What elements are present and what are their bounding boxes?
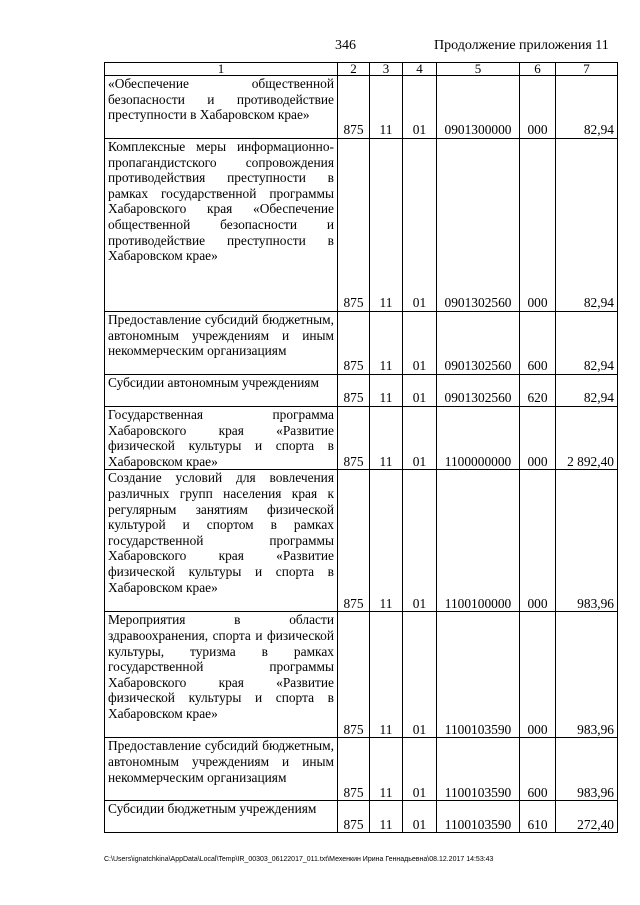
table-row xyxy=(105,312,618,375)
column-header: 2 xyxy=(338,63,370,76)
table-row xyxy=(105,612,618,738)
target-article-cell: 1100100000 xyxy=(437,470,520,612)
amount-cell: 2 892,40 xyxy=(556,407,618,470)
section-code-cell: 11 xyxy=(370,801,403,833)
expense-type-cell: 000 xyxy=(520,76,556,139)
amount-cell: 82,94 xyxy=(556,139,618,312)
column-header: 7 xyxy=(556,63,618,76)
table-row xyxy=(105,375,618,407)
target-article-cell: 1100000000 xyxy=(437,407,520,470)
section-code-cell: 11 xyxy=(370,139,403,312)
subsection-code-cell: 01 xyxy=(403,312,437,375)
target-article-cell: 0901302560 xyxy=(437,139,520,312)
ministry-code-cell: 875 xyxy=(338,738,370,801)
subsection-code-cell: 01 xyxy=(403,612,437,738)
section-code-cell: 11 xyxy=(370,470,403,612)
amount-cell: 82,94 xyxy=(556,375,618,407)
table-row xyxy=(105,139,618,312)
expense-type-cell: 610 xyxy=(520,801,556,833)
subsection-code-cell: 01 xyxy=(403,407,437,470)
amount-cell: 272,40 xyxy=(556,801,618,833)
section-code-cell: 11 xyxy=(370,375,403,407)
ministry-code-cell: 875 xyxy=(338,375,370,407)
subsection-code-cell: 01 xyxy=(403,738,437,801)
target-article-cell: 0901302560 xyxy=(437,375,520,407)
target-article-cell: 0901302560 xyxy=(437,312,520,375)
subsection-code-cell: 01 xyxy=(403,76,437,139)
ministry-code-cell: 875 xyxy=(338,470,370,612)
ministry-code-cell: 875 xyxy=(338,139,370,312)
table-row xyxy=(105,801,618,833)
row-name-cell: Предоставление субсидий бюджетным, автономным учреждениям и иным некоммерческим организациям xyxy=(105,738,338,801)
row-name-cell: Субсидии бюджетным учреждениям xyxy=(105,801,338,833)
subsection-code-cell: 01 xyxy=(403,375,437,407)
expense-type-cell: 000 xyxy=(520,139,556,312)
row-name-cell: Государственная программа Хабаровского края «Развитие физической культуры и спорта в Хабаровском крае» xyxy=(105,407,338,470)
column-header: 1 xyxy=(105,63,338,76)
section-code-cell: 11 xyxy=(370,76,403,139)
amount-cell: 983,96 xyxy=(556,738,618,801)
row-name-cell: Комплексные меры информационно-пропагандистского сопровождения противодействия преступности в рамках государственной программы Хабаровского края «Обеспечение общественной безопасности и противодействие преступности в Хабаровском крае» xyxy=(105,139,338,312)
table-row xyxy=(105,470,618,612)
amount-cell: 82,94 xyxy=(556,76,618,139)
expense-type-cell: 000 xyxy=(520,470,556,612)
expense-type-cell: 000 xyxy=(520,407,556,470)
section-code-cell: 11 xyxy=(370,407,403,470)
file-path-footer: C:\Users\ignatchkina\AppData\Local\Temp\IR_00303_06122017_011.txt\Мехенкин Ирина Геннадьевна\08.12.2017 14:53:43 xyxy=(104,856,494,863)
expense-type-cell: 620 xyxy=(520,375,556,407)
row-name-cell: Мероприятия в области здравоохранения, спорта и физической культуры, туризма в рамках государственной программы Хабаровского края «Развитие физической культуры и спорта в Хабаровском крае» xyxy=(105,612,338,738)
target-article-cell: 1100103590 xyxy=(437,738,520,801)
subsection-code-cell: 01 xyxy=(403,801,437,833)
row-name-cell: «Обеспечение общественной безопасности и противодействие преступности в Хабаровском крае» xyxy=(105,76,338,139)
section-code-cell: 11 xyxy=(370,612,403,738)
table-row xyxy=(105,76,618,139)
column-header: 5 xyxy=(437,63,520,76)
subsection-code-cell: 01 xyxy=(403,470,437,612)
section-code-cell: 11 xyxy=(370,738,403,801)
ministry-code-cell: 875 xyxy=(338,612,370,738)
expense-type-cell: 600 xyxy=(520,738,556,801)
row-name-cell: Предоставление субсидий бюджетным, автономным учреждениям и иным некоммерческим организациям xyxy=(105,312,338,375)
table-row xyxy=(105,407,618,470)
target-article-cell: 1100103590 xyxy=(437,801,520,833)
appendix-continuation-label: Продолжение приложения 11 xyxy=(434,38,609,53)
amount-cell: 82,94 xyxy=(556,312,618,375)
ministry-code-cell: 875 xyxy=(338,312,370,375)
section-code-cell: 11 xyxy=(370,312,403,375)
expense-type-cell: 000 xyxy=(520,612,556,738)
target-article-cell: 0901300000 xyxy=(437,76,520,139)
column-header: 3 xyxy=(370,63,403,76)
target-article-cell: 1100103590 xyxy=(437,612,520,738)
column-header: 6 xyxy=(520,63,556,76)
amount-cell: 983,96 xyxy=(556,470,618,612)
page-number: 346 xyxy=(335,38,356,53)
expense-type-cell: 600 xyxy=(520,312,556,375)
amount-cell: 983,96 xyxy=(556,612,618,738)
subsection-code-cell: 01 xyxy=(403,139,437,312)
table-header-row xyxy=(105,63,618,76)
ministry-code-cell: 875 xyxy=(338,407,370,470)
row-name-cell: Создание условий для вовлечения различных групп населения края к регулярным занятиям физической культурой и спортом в рамках государственной программы Хабаровского края «Развитие физической культуры и спорта в Хабаровском крае» xyxy=(105,470,338,612)
row-name-cell: Субсидии автономным учреждениям xyxy=(105,375,338,407)
table-row xyxy=(105,738,618,801)
column-header: 4 xyxy=(403,63,437,76)
budget-table xyxy=(104,62,618,833)
ministry-code-cell: 875 xyxy=(338,76,370,139)
ministry-code-cell: 875 xyxy=(338,801,370,833)
